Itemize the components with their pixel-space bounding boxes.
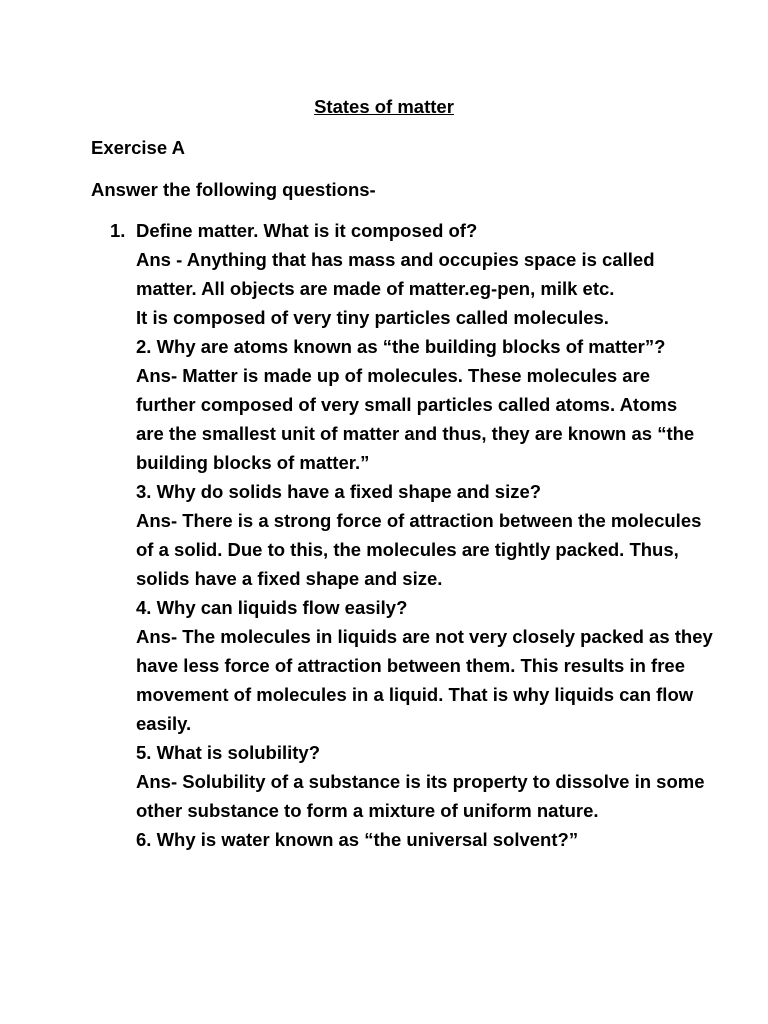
question-2: 2. Why are atoms known as “the building blocks of matter”? bbox=[136, 336, 666, 357]
question-1-text: Define matter. What is it composed of? bbox=[136, 220, 478, 241]
question-6: 6. Why is water known as “the universal solvent?” bbox=[136, 829, 579, 850]
question-answer-list bbox=[110, 216, 713, 854]
answer-1-line: matter. All objects are made of matter.eg-pen, milk etc. bbox=[136, 278, 615, 299]
answer-4-line: have less force of attraction between them. This results in free bbox=[136, 655, 685, 676]
answer-3-line: solids have a fixed shape and size. bbox=[136, 568, 443, 589]
answer-5-line: other substance to form a mixture of uniform nature. bbox=[136, 800, 599, 821]
answer-2-line: Ans- Matter is made up of molecules. These molecules are bbox=[136, 365, 651, 386]
question-4: 4. Why can liquids flow easily? bbox=[136, 597, 408, 618]
question-3: 3. Why do solids have a fixed shape and size? bbox=[136, 481, 542, 502]
answer-4-line: movement of molecules in a liquid. That is why liquids can flow bbox=[136, 684, 694, 705]
question-5: 5. What is solubility? bbox=[136, 742, 320, 763]
page-title: States of matter bbox=[314, 96, 454, 117]
answer-3-line: of a solid. Due to this, the molecules are tightly packed. Thus, bbox=[136, 539, 679, 560]
answer-2-line: are the smallest unit of matter and thus, they are known as “the bbox=[136, 423, 695, 444]
exercise-heading: Exercise A bbox=[91, 137, 185, 158]
answer-4-line: Ans- The molecules in liquids are not very closely packed as they bbox=[136, 626, 713, 647]
question-1-number: 1. bbox=[110, 220, 126, 241]
answer-1-line: Ans - Anything that has mass and occupies space is called bbox=[136, 249, 655, 270]
instruction-text: Answer the following questions- bbox=[91, 179, 376, 200]
answer-2-line: building blocks of matter.” bbox=[136, 452, 370, 473]
question-1 bbox=[110, 216, 696, 245]
answer-3-line: Ans- There is a strong force of attraction between the molecules bbox=[136, 510, 702, 531]
answer-4-line: easily. bbox=[136, 713, 192, 734]
answer-1-line: It is composed of very tiny particles called molecules. bbox=[136, 307, 609, 328]
answer-5-line: Ans- Solubility of a substance is its property to dissolve in some bbox=[136, 771, 705, 792]
answer-2-line: further composed of very small particles called atoms. Atoms bbox=[136, 394, 678, 415]
